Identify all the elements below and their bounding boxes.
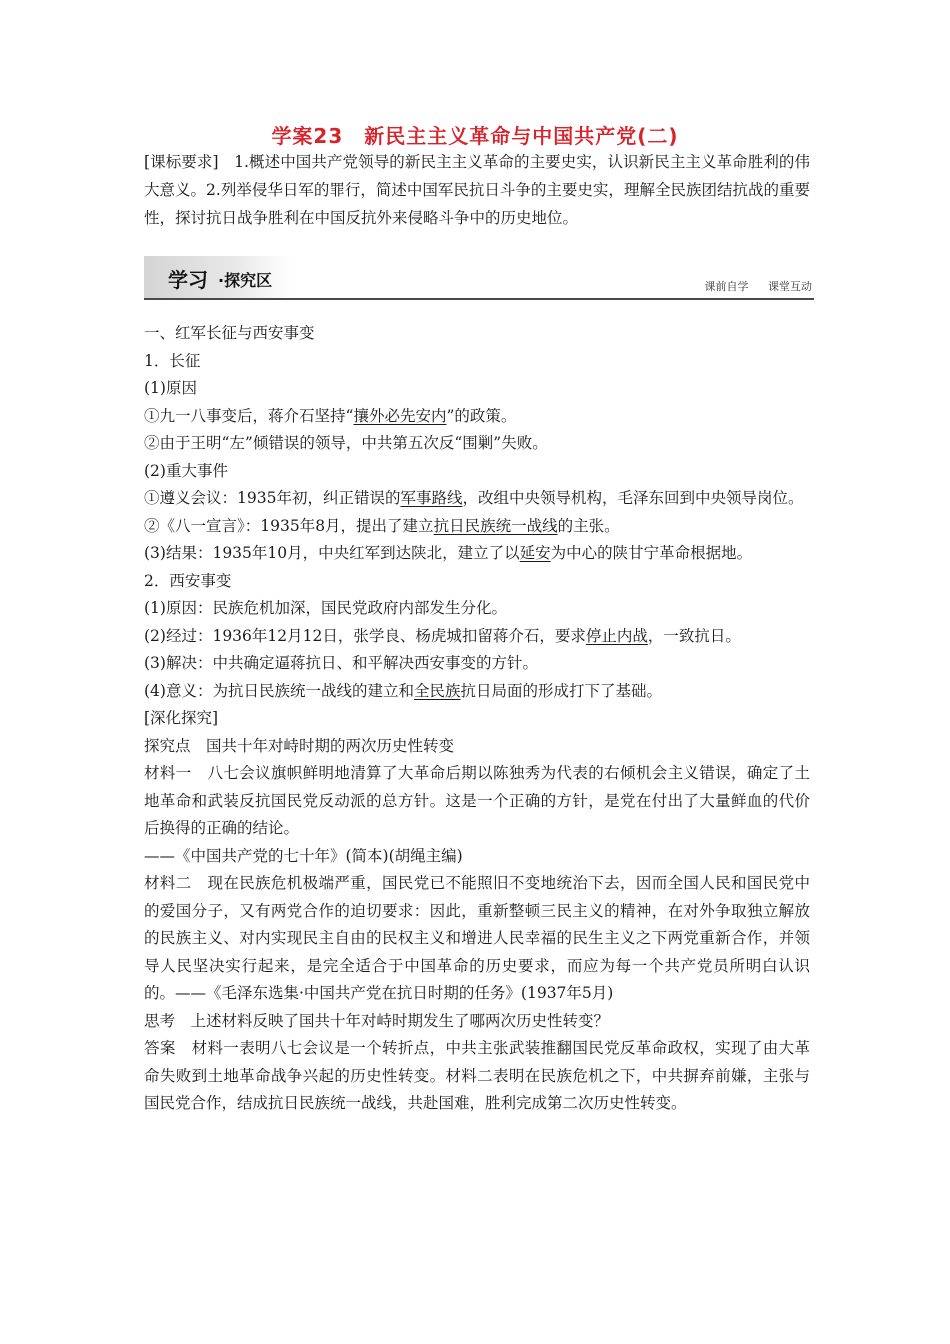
keyword-underlined: 军事路线 [400,489,463,507]
section-title-sub: ·探究区 [218,271,273,290]
inquiry-point: 探究点 国共十年对峙时期的两次历史性转变 [144,736,455,755]
heading-long-march: 1．长征 [144,351,201,370]
main-content [144,320,810,1118]
section-header-band [144,256,814,300]
keyword-underlined: 攘外必先安内 [353,406,447,425]
subheading-reason: (1)原因 [144,379,197,397]
section-tags [705,278,813,294]
keyword-underlined: 延安 [519,544,551,562]
section-tag-preview: 课前自学 [704,280,749,293]
reason-item-1: ①九一八事变后，蒋介石坚持“攘外必先安内”的政策。 [144,406,517,425]
keyword-underlined: 抗日民族统一战线 [433,516,558,535]
subheading-events: (2)重大事件 [144,461,228,480]
event-item-1: ①遵义会议：1935年初，纠正错误的军事路线，改组中央领导机构，毛泽东回到中央领导岗位。 [144,489,804,507]
think-question: 思考 上述材料反映了国共十年对峙时期发生了哪两次历史性转变？ [144,1011,610,1030]
section-tag-classroom: 课堂互动 [768,280,812,293]
curriculum-requirements: [课标要求] 1.概述中国共产党领导的新民主主义革命的主要史实，认识新民主主义革命胜利的伟大意义。2.列举侵华日军的罪行，简述中国军民抗日斗争的主要史实，理解全民族团结抗战的重要性，探讨抗日战争胜利在中国反抗外来侵略斗争中的历史地位。 [144,153,810,227]
heading-level-1: 一、红军长征与西安事变 [144,324,315,342]
reason-item-2: ②由于王明“左”倾错误的领导，中共第五次反“围剿”失败。 [144,434,548,452]
result-item: (3)结果：1935年10月，中央红军到达陕北，建立了以延安为中心的陕甘宁革命根据地。 [144,544,753,562]
event-item-2: ②《八一宣言》：1935年8月，提出了建立抗日民族统一战线的主张。 [144,516,620,535]
material-1-source: ——《中国共产党的七十年》(简本)(胡绳主编) [144,846,463,865]
xian-item-2: (2)经过：1936年12月12日，张学良、杨虎城扣留蒋介石，要求停止内战，一致抗日。 [144,626,741,645]
deep-inquiry-heading: [深化探究] [144,709,219,727]
material-2: 材料二 现在民族危机极端严重，国民党已不能照旧不变地统治下去，因而全国人民和国民党中的爱国分子，又有两党合作的迫切要求：因此，重新整顿三民主义的精神，在对外争取独立解放的民族主义、对内实现民主自由的民权主义和增进人民幸福的民生主义之下两党重新合作，并领导人民坚决实行起来，是完全适合于中国革命的历史要求，而应为每一个共产党员所明白认识的。——《毛泽东选集·中国共产党在抗日时期的任务》(1937年5月) [144,874,810,1002]
page-title: 学案23 新民主主义革命与中国共产党(二) [271,124,679,148]
answer: 答案 材料一表明八七会议是一个转折点，中共主张武装推翻国民党反革命政权，实现了由大革命失败到土地革命战争兴起的历史性转变。材料二表明在民族危机之下，中共摒弃前嫌，主张与国民党合作，结成抗日民族统一战线，共赴国难，胜利完成第二次历史性转变。 [144,1039,810,1112]
keyword-underlined: 停止内战 [585,626,648,645]
material-1: 材料一 八七会议旗帜鲜明地清算了大革命后期以陈独秀为代表的右倾机会主义错误，确定了土地革命和武装反抗国民党反动派的总方针。这是一个正确的方针，是党在付出了大量鲜血的代价后换得的正确的结论。 [144,764,810,837]
section-title-main: 学习 [168,268,208,292]
heading-xian-incident: 2．西安事变 [144,571,232,590]
xian-item-1: (1)原因：民族危机加深，国民党政府内部发生分化。 [144,599,507,617]
keyword-underlined: 全民族 [413,681,461,700]
xian-item-3: (3)解决：中共确定逼蒋抗日、和平解决西安事变的方针。 [144,654,538,672]
xian-item-4: (4)意义：为抗日民族统一战线的建立和全民族抗日局面的形成打下了基础。 [144,681,662,700]
